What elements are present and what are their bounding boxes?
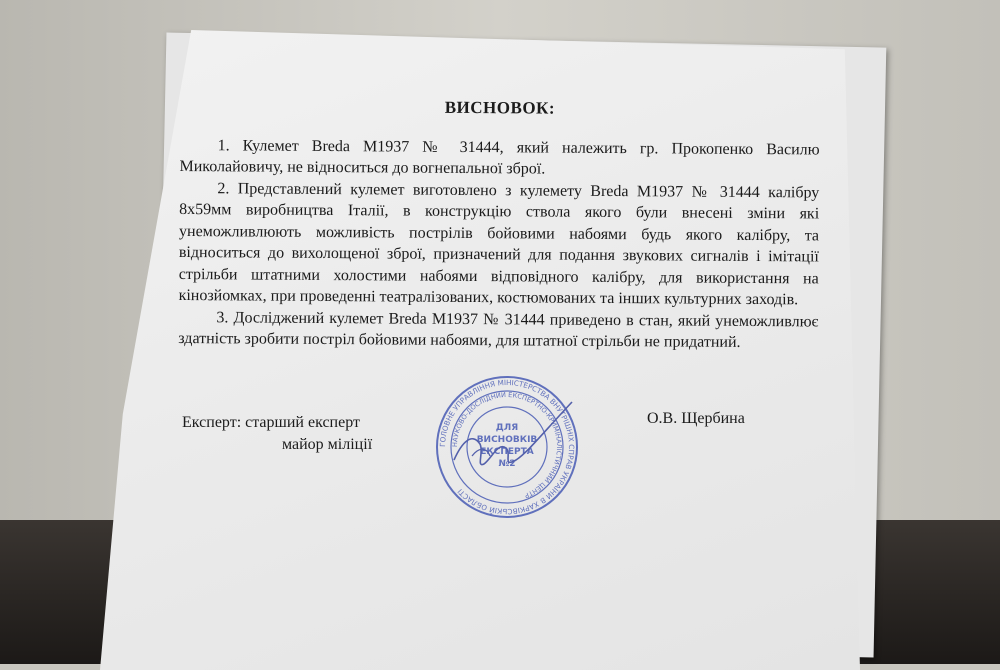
conclusion-item-2: 2. Представлений кулемет виготовлено з кулемету Breda М1937 № 31444 калібру 8х59мм виробництва Італії, в конструкцію ствола якого були внесені зміни які унеможливлюють можливість пострілів бойовими набоями будь якого калібру, та відноситься до вихолощеної зброї, призначений для подання звукових сигналів і імітації стрільби штатними холостими набоями відповідного калібру, для використання на кінозйомках, при проведенні театралізованих, костюмованих та інших культурних заходів. [178, 179, 820, 309]
stamp-center-line-4: №2 [498, 459, 516, 469]
stamp-outer-text: ГОЛОВНЕ УПРАВЛІННЯ МІНІСТЕРСТВА ВНУТРІШНІХ СПРАВ УКРАЇНИ В ХАРКІВСЬКІЙ ОБЛАСТІ [437, 377, 577, 517]
document-title: ВИСНОВОК: [444, 97, 556, 118]
stamp-center-line-1: ДЛЯ [495, 423, 519, 433]
conclusion-item-1: 1. Кулемет Breda М1937 № 31444, який належить гр. Прокопенко Василю Миколайовичу, не відноситься до вогнепальної зброї. [179, 136, 820, 178]
expert-title: Експерт: старший експерт [182, 414, 360, 431]
official-stamp [432, 372, 582, 522]
stamp-inner-text: НАУКОВО-ДОСЛІДНИЙ ЕКСПЕРТНО-КРИМІНАЛІСТИЧНИЙ ЦЕНТР [450, 390, 564, 500]
conclusion-item-3: 3. Досліджений кулемет Breda М1937 № 31444 приведено в стан, який унеможливлює здатність зробити постріл бойовими набоями, для штатної стрільби не придатний. [178, 308, 819, 351]
stamp-center-line-2: ВИСНОВКІВ [476, 435, 538, 445]
stamp-center-line-3: ЕКСПЕРТА [480, 447, 534, 457]
document-body [178, 95, 820, 354]
expert-name: О.В. Щербина [647, 410, 745, 427]
expert-rank: майор міліції [282, 436, 373, 453]
